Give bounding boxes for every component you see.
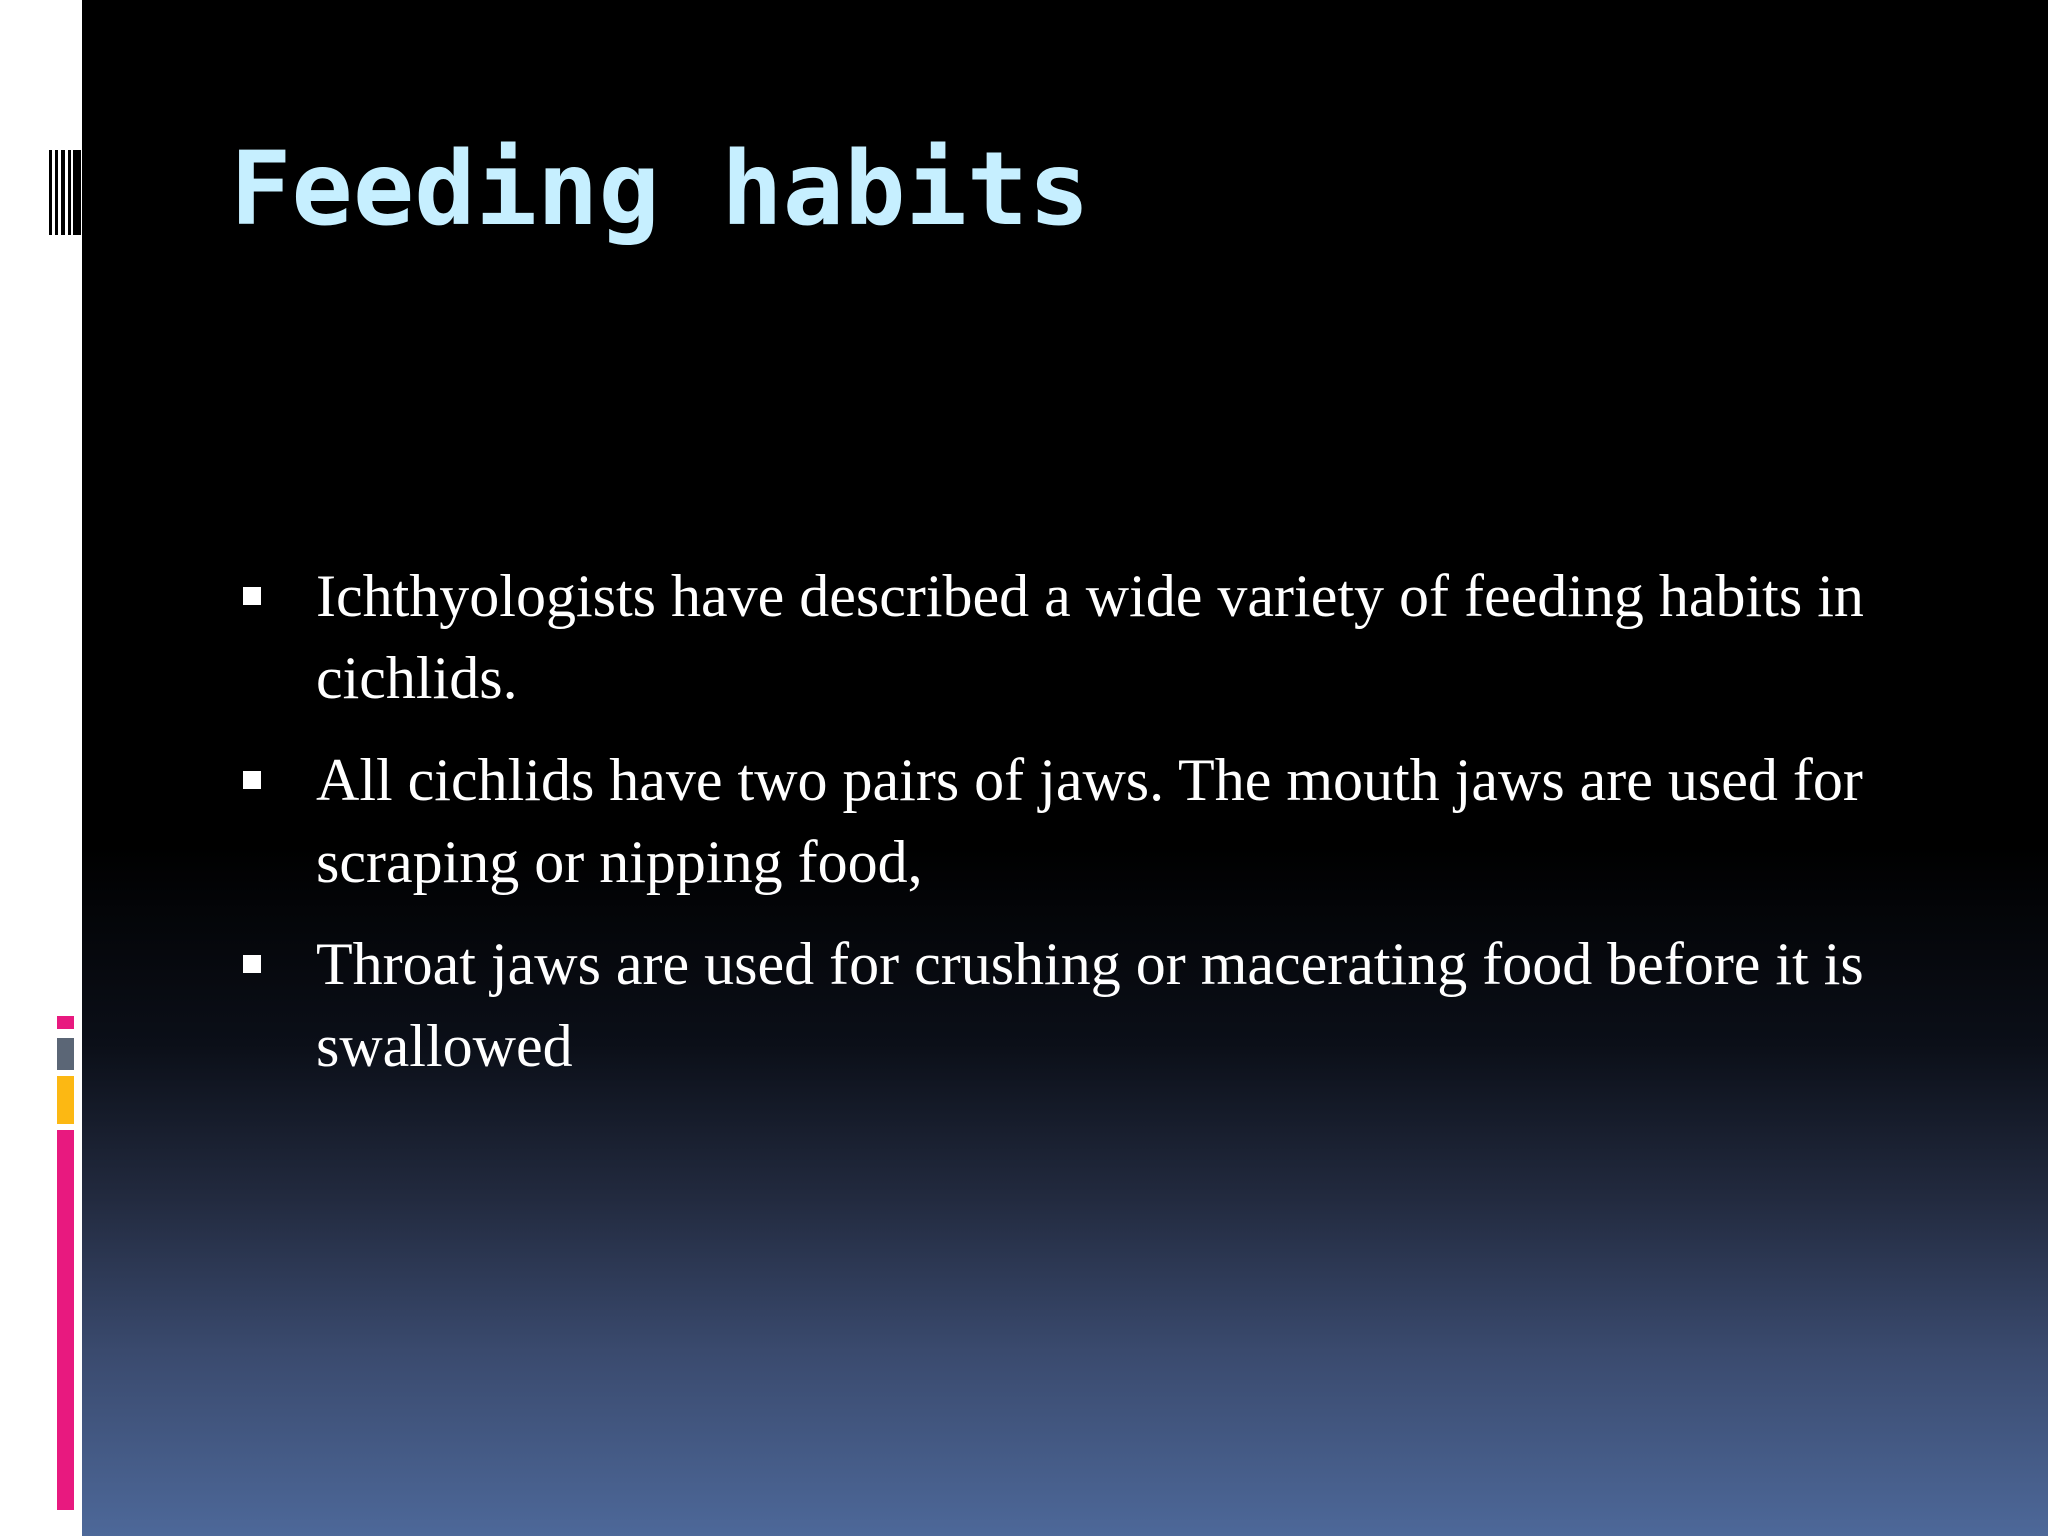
accent-bar-gray [57, 1038, 74, 1070]
bullet-text: Throat jaws are used for crushing or macerating food before it is swallowed [316, 931, 1864, 1079]
slide-canvas [82, 0, 2048, 1536]
bullet-list [316, 555, 1956, 1107]
accent-bar-pink [57, 1130, 74, 1510]
square-bullet-icon [243, 771, 261, 789]
square-bullet-icon [243, 587, 261, 605]
bullet-item [316, 739, 1956, 903]
bullet-text: Ichthyologists have described a wide variety of feeding habits in cichlids. [316, 563, 1864, 711]
bullet-item [316, 555, 1956, 719]
barcode-decoration [49, 150, 81, 235]
bullet-text: All cichlids have two pairs of jaws. The mouth jaws are used for scraping or nipping food, [316, 747, 1863, 895]
accent-bar-pink-top [57, 1016, 74, 1029]
left-decor-strip [0, 0, 82, 1536]
accent-bar-yellow [57, 1076, 74, 1124]
slide-title: Feeding habits [230, 130, 1090, 249]
square-bullet-icon [243, 955, 261, 973]
bullet-item [316, 923, 1956, 1087]
